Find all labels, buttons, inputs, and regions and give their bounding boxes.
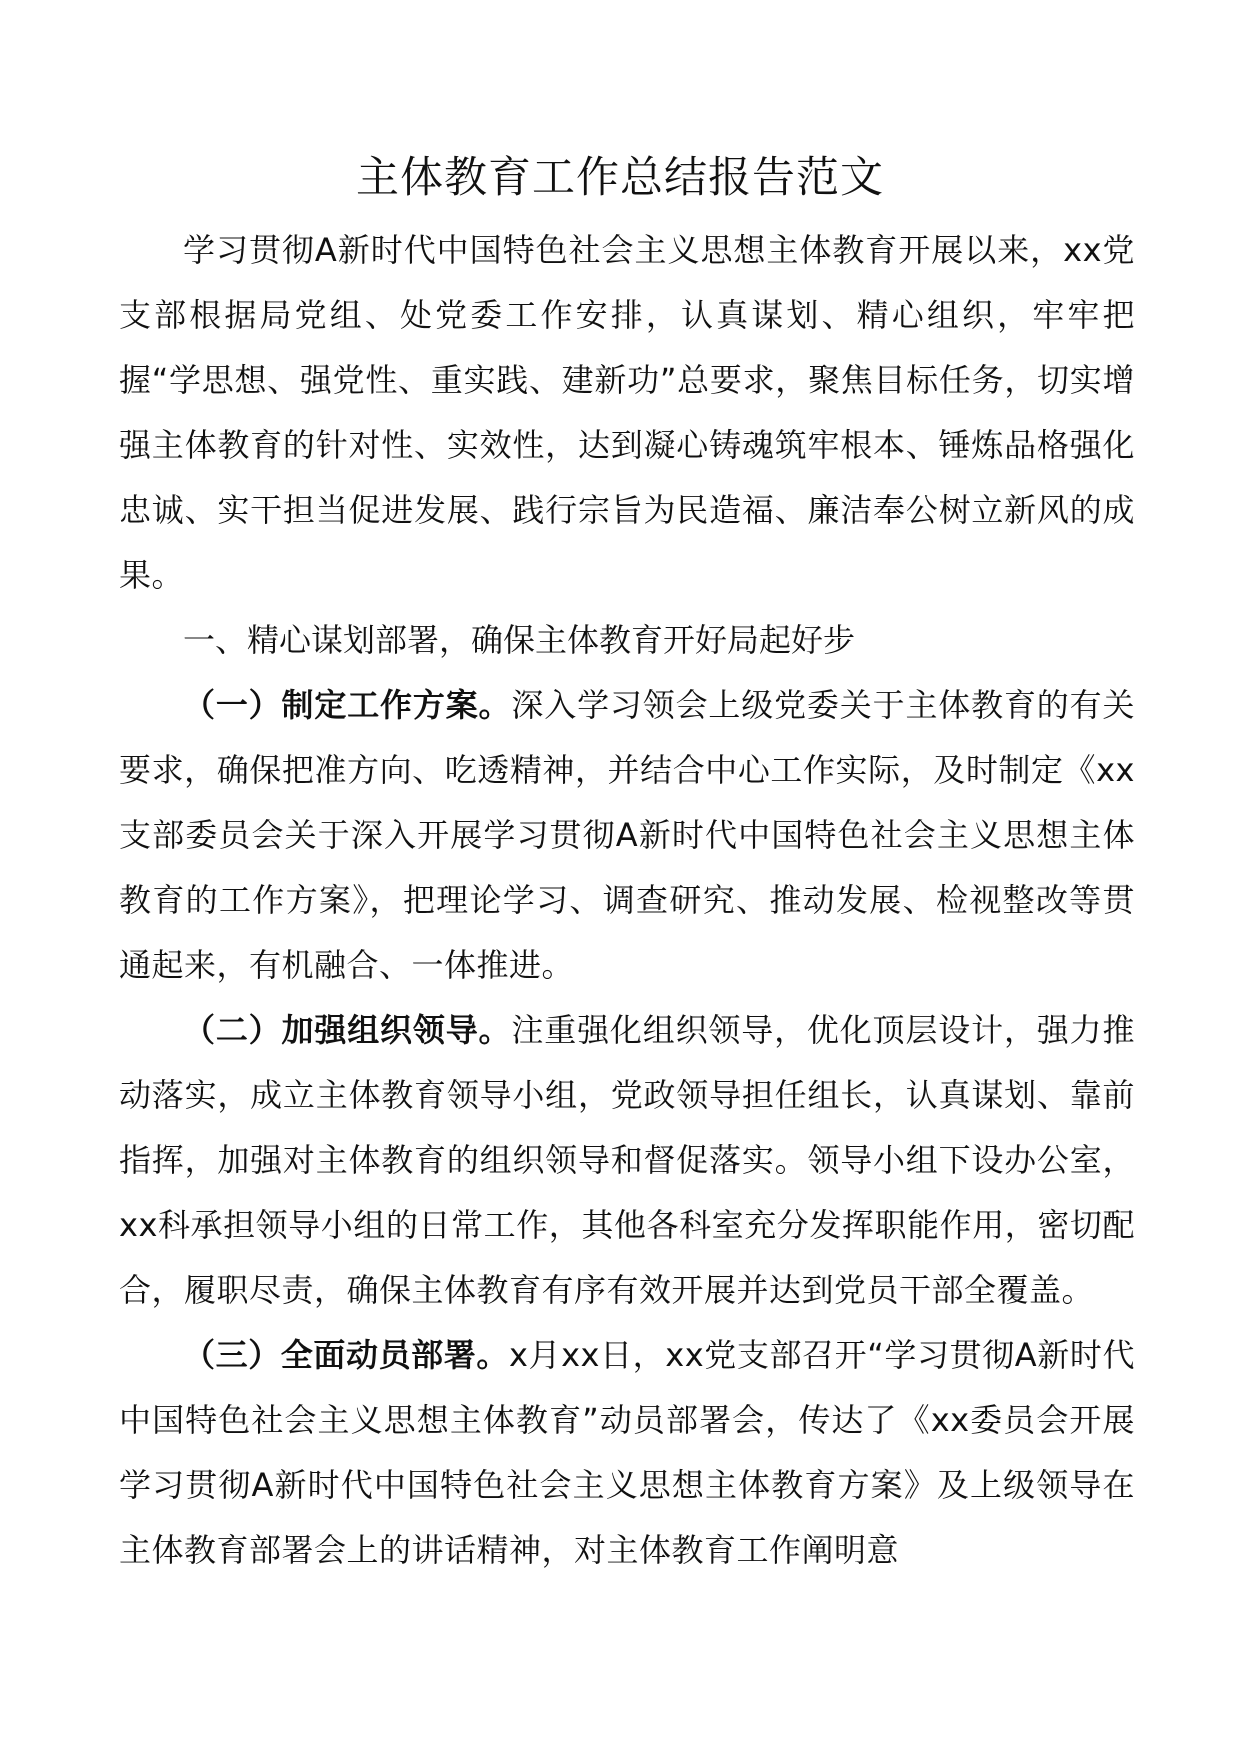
intro-paragraph: 学习贯彻A新时代中国特色社会主义思想主体教育开展以来，xx党支部根据局党组、处党委工作安排，认真谋划、精心组织，牢牢把握“学思想、强党性、重实践、建新功”总要求，聚焦目标任务，切实增强主体教育的针对性、实效性，达到凝心铸魂筑牢根本、锤炼品格强化忠诚、实干担当促进发展、践行宗旨为民造福、廉洁奉公树立新风的成果。: [119, 231, 1135, 594]
item-text-1: 深入学习领会上级党委关于主体教育的有关要求，确保把准方向、吃透精神，并结合中心工作实际，及时制定《xx支部委员会关于深入开展学习贯彻A新时代中国特色社会主义思想主体教育的工作方案》，把理论学习、调查研究、推动发展、检视整改等贯通起来，有机融合、一体推进。: [119, 686, 1135, 984]
document-title: 主体教育工作总结报告范文: [356, 153, 884, 203]
document-body: [119, 218, 1135, 1583]
item-paragraph-1: [119, 673, 1135, 998]
item-paragraph-2: [119, 998, 1135, 1323]
section-heading-1: 一、精心谋划部署，确保主体教育开好局起好步: [183, 621, 856, 659]
item-paragraph-3: [119, 1323, 1135, 1583]
item-lead-2: （二）加强组织领导。: [183, 1011, 512, 1049]
item-lead-3: （三）全面动员部署。: [183, 1336, 509, 1374]
item-lead-1: （一）制定工作方案。: [183, 686, 512, 724]
item-text-3: x月xx日，xx党支部召开“学习贯彻A新时代中国特色社会主义思想主体教育”动员部署会，传达了《xx委员会开展学习贯彻A新时代中国特色社会主义思想主体教育方案》及上级领导在主体教育部署会上的讲话精神，对主体教育工作阐明意: [119, 1336, 1135, 1569]
item-text-2: 注重强化组织领导，优化顶层设计，强力推动落实，成立主体教育领导小组，党政领导担任组长，认真谋划、靠前指挥，加强对主体教育的组织领导和督促落实。领导小组下设办公室，xx科承担领导小组的日常工作，其他各科室充分发挥职能作用，密切配合，履职尽责，确保主体教育有序有效开展并达到党员干部全覆盖。: [119, 1011, 1135, 1309]
